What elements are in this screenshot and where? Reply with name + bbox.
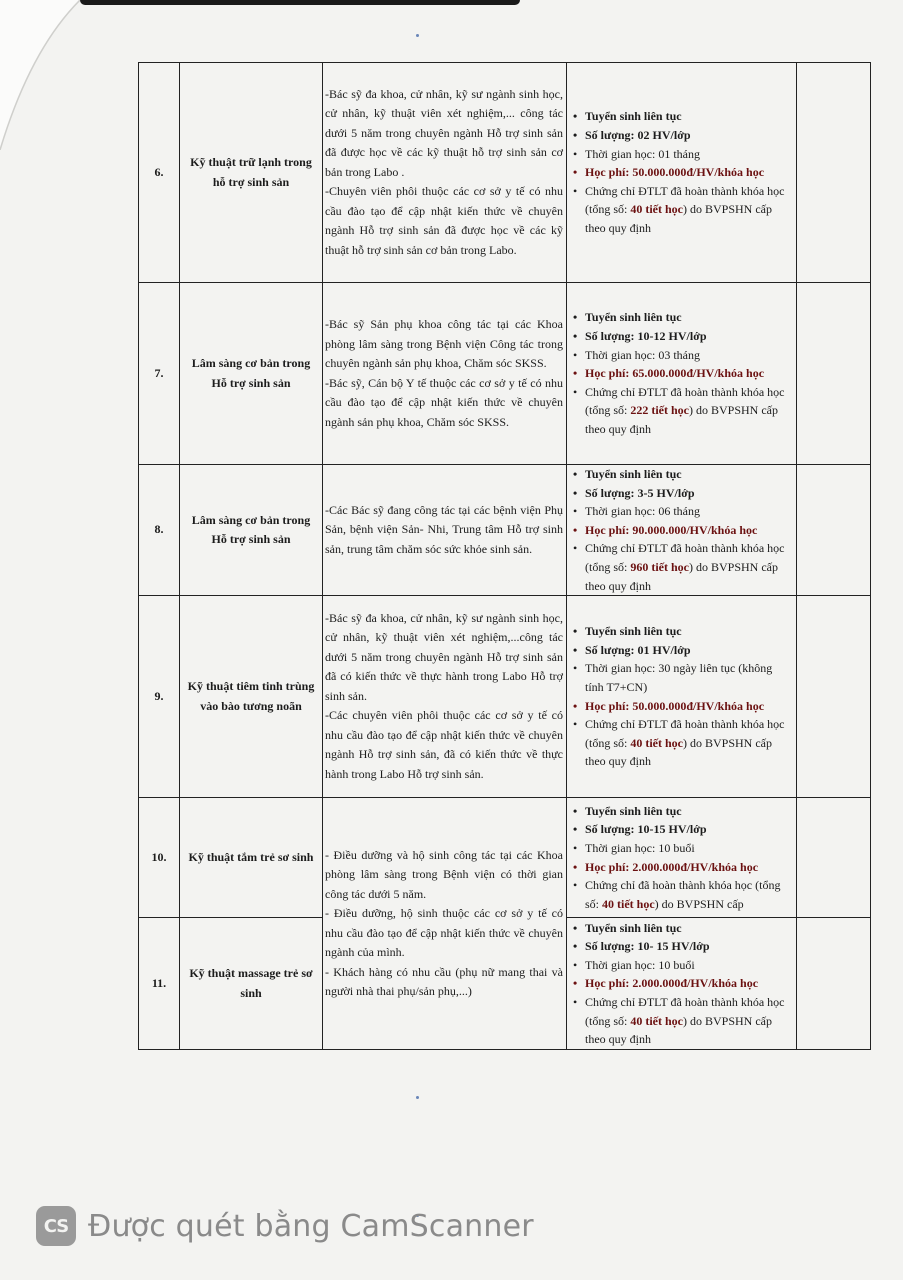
- scan-speck: [416, 34, 419, 37]
- certificate-hours: 40 tiết học: [602, 896, 655, 911]
- course-name: Kỹ thuật tiêm tinh trùng vào bào tương noãn: [180, 596, 323, 798]
- enrollment-status: • Tuyển sinh liên tục: [573, 107, 788, 126]
- course-info: [567, 596, 797, 798]
- target-line: -Các Bác sỹ đang công tác tại các bệnh viện Phụ Sản, bệnh viện Sản- Nhi, Trung tâm Hỗ trợ sinh sản, trung tâm chăm sóc sức khỏe sinh sản.: [325, 502, 563, 556]
- row-number: 8.: [139, 465, 180, 596]
- enrollment-status: • Tuyển sinh liên tục: [573, 919, 788, 938]
- target-audience: [323, 283, 567, 465]
- target-line: - Điều dưỡng và hộ sinh công tác tại các Khoa phòng lâm sàng trong Bệnh viện có thời gian công tác dưới 5 năm.: [325, 847, 563, 901]
- duration: • Thời gian học: 10 buổi: [573, 956, 788, 975]
- tuition-fee: • Học phí: 50.000.000đ/HV/khóa học: [573, 163, 788, 182]
- certificate-prefix: Chứng chỉ ĐTLT đã hoàn thành khóa học (tổng số:: [585, 384, 785, 418]
- course-name: Lâm sàng cơ bản trong Hỗ trợ sinh sản: [180, 283, 323, 465]
- quantity: • Số lượng: 10- 15 HV/lớp: [573, 937, 788, 956]
- scan-speck: [416, 1096, 419, 1099]
- scan-edge-shadow: [80, 0, 520, 5]
- target-line: -Bác sỹ đa khoa, cử nhân, kỹ sư ngành sinh học, cử nhân, kỹ thuật viên xét nghiệm,... công tác dưới 5 năm trong chuyên ngành Hỗ trợ sinh sản đã được học về các kỹ thuật hỗ trợ sinh sản cơ bản trong Labo .: [325, 86, 563, 179]
- table-row: [139, 63, 871, 283]
- certificate-suffix: ) do BVPSHN cấp theo quy định: [585, 559, 778, 593]
- certificate-prefix: Chứng chỉ ĐTLT đã hoàn thành khóa học (tổng số:: [585, 541, 785, 574]
- enrollment-status: • Tuyển sinh liên tục: [573, 465, 788, 484]
- certificate-prefix: Chứng chỉ đã hoàn thành khóa học (tổng số:: [585, 878, 781, 911]
- note-cell: [797, 283, 871, 465]
- course-name: Lâm sàng cơ bản trong Hỗ trợ sinh sản: [180, 465, 323, 596]
- certificate-suffix: ) do BVPSHN cấp: [654, 896, 744, 911]
- quantity: • Số lượng: 10-15 HV/lớp: [573, 820, 788, 839]
- certificate-suffix: ) do BVPSHN cấp theo quy định: [585, 202, 772, 235]
- course-info: [567, 63, 797, 283]
- row-number: 10.: [139, 798, 180, 918]
- certificate: [573, 993, 788, 1049]
- certificate: [573, 182, 788, 238]
- course-name: Kỹ thuật massage trẻ sơ sinh: [180, 918, 323, 1050]
- camscanner-watermark: [36, 1203, 534, 1249]
- certificate-suffix: ) do BVPSHN cấp theo quy định: [585, 735, 772, 769]
- target-audience: [323, 465, 567, 596]
- target-line: -Các chuyên viên phôi thuộc các cơ sở y tế có nhu cầu đào tạo để cập nhật kiến thức về chuyên ngành Hỗ trợ sinh sản, đã có kiến thức về thực hành trong Labo Hỗ trợ sinh sản.: [325, 708, 563, 781]
- target-line: -Bác sỹ đa khoa, cử nhân, kỹ sư ngành sinh học, cử nhân, kỹ thuật viên xét nghiệm,...công tác dưới 5 năm trong chuyên ngành Hỗ trợ sinh sản đã có kiến thức về thực hành trong Labo Hỗ trợ sinh sản.: [325, 610, 563, 703]
- quantity: • Số lượng: 01 HV/lớp: [573, 641, 788, 660]
- target-line: -Bác sỹ Sản phụ khoa công tác tại các Khoa phòng lâm sàng trong Bệnh viện Công tác trong chuyên ngành sản phụ khoa, Chăm sóc SKSS.: [325, 317, 563, 370]
- target-line: - Điều dưỡng, hộ sinh thuộc các cơ sở y tế có nhu cầu đào tạo để cập nhật kiến thức về chuyên ngành của mình.: [325, 906, 563, 960]
- enrollment-status: • Tuyển sinh liên tục: [573, 622, 788, 641]
- certificate-prefix: Chứng chỉ ĐTLT đã hoàn thành khóa học (tổng số:: [585, 717, 785, 750]
- course-info: [567, 283, 797, 465]
- target-line: -Chuyên viên phôi thuộc các cơ sở y tế có nhu cầu đào tạo để cập nhật kiến thức về chuyên ngành Hỗ trợ sinh sản đã được học về các kỹ thuật hỗ trợ sinh sản cơ bản trong Labo.: [325, 184, 563, 257]
- duration: • Thời gian học: 06 tháng: [573, 502, 788, 521]
- certificate-hours: 960 tiết học: [630, 559, 689, 574]
- table-row: [139, 798, 871, 918]
- note-cell: [797, 465, 871, 596]
- enrollment-status: • Tuyển sinh liên tục: [573, 308, 788, 327]
- certificate-hours: 40 tiết học: [630, 735, 683, 750]
- duration: • Thời gian học: 30 ngày liên tục (không tính T7+CN): [573, 659, 788, 696]
- certificate-prefix: Chứng chỉ ĐTLT đã hoàn thành khóa học (tổng số:: [585, 183, 785, 217]
- course-name: Kỹ thuật tắm trẻ sơ sinh: [180, 798, 323, 918]
- certificate-hours: 222 tiết học: [630, 403, 689, 418]
- note-cell: [797, 798, 871, 918]
- certificate: [573, 876, 788, 913]
- tuition-fee: • Học phí: 50.000.000đ/HV/khóa học: [573, 697, 788, 716]
- duration: • Thời gian học: 03 tháng: [573, 346, 788, 365]
- course-info: [567, 465, 797, 596]
- table-row: [139, 283, 871, 465]
- watermark-text: Được quét bằng CamScanner: [88, 1208, 534, 1244]
- tuition-fee: • Học phí: 2.000.000đ/HV/khóa học: [573, 858, 788, 877]
- tuition-fee: • Học phí: 2.000.000đ/HV/khóa học: [573, 974, 788, 993]
- certificate: [573, 539, 788, 595]
- course-info: [567, 918, 797, 1050]
- certificate-hours: 40 tiết học: [630, 1013, 683, 1028]
- target-audience: [323, 798, 567, 1050]
- training-course-table: [138, 62, 871, 1050]
- certificate-suffix: ) do BVPSHN cấp theo quy định: [585, 1013, 772, 1047]
- target-line: -Bác sỹ, Cán bộ Y tế thuộc các cơ sở y tế có nhu cầu đào tạo để cập nhật kiến thức về chuyên ngành sản phụ khoa, Chăm sóc SKSS.: [325, 375, 563, 429]
- certificate-suffix: ) do BVPSHN cấp theo quy định: [585, 403, 778, 436]
- target-audience: [323, 63, 567, 283]
- quantity: • Số lượng: 3-5 HV/lớp: [573, 484, 788, 503]
- tuition-fee: • Học phí: 90.000.000/HV/khóa học: [573, 521, 788, 540]
- row-number: 11.: [139, 918, 180, 1050]
- note-cell: [797, 596, 871, 798]
- row-number: 6.: [139, 63, 180, 283]
- quantity: • Số lượng: 02 HV/lớp: [573, 126, 788, 145]
- table-row: [139, 596, 871, 798]
- course-name: Kỹ thuật trữ lạnh trong hỗ trợ sinh sản: [180, 63, 323, 283]
- camscanner-logo-icon: CS: [36, 1206, 76, 1246]
- page-curl-shadow: [0, 0, 80, 150]
- quantity: • Số lượng: 10-12 HV/lớp: [573, 327, 788, 346]
- row-number: 9.: [139, 596, 180, 798]
- target-audience: [323, 596, 567, 798]
- note-cell: [797, 63, 871, 283]
- duration: • Thời gian học: 01 tháng: [573, 145, 788, 164]
- course-info: [567, 798, 797, 918]
- certificate: [573, 383, 788, 439]
- table-row: [139, 465, 871, 596]
- target-line: - Khách hàng có nhu cầu (phụ nữ mang thai và người nhà thai phụ/sản phụ,...): [325, 964, 563, 999]
- duration: • Thời gian học: 10 buổi: [573, 839, 788, 858]
- tuition-fee: • Học phí: 65.000.000đ/HV/khóa học: [573, 364, 788, 383]
- enrollment-status: • Tuyển sinh liên tục: [573, 802, 788, 821]
- certificate-prefix: Chứng chỉ ĐTLT đã hoàn thành khóa học (tổng số:: [585, 994, 785, 1028]
- note-cell: [797, 918, 871, 1050]
- certificate-hours: 40 tiết học: [630, 202, 683, 217]
- row-number: 7.: [139, 283, 180, 465]
- certificate: [573, 715, 788, 771]
